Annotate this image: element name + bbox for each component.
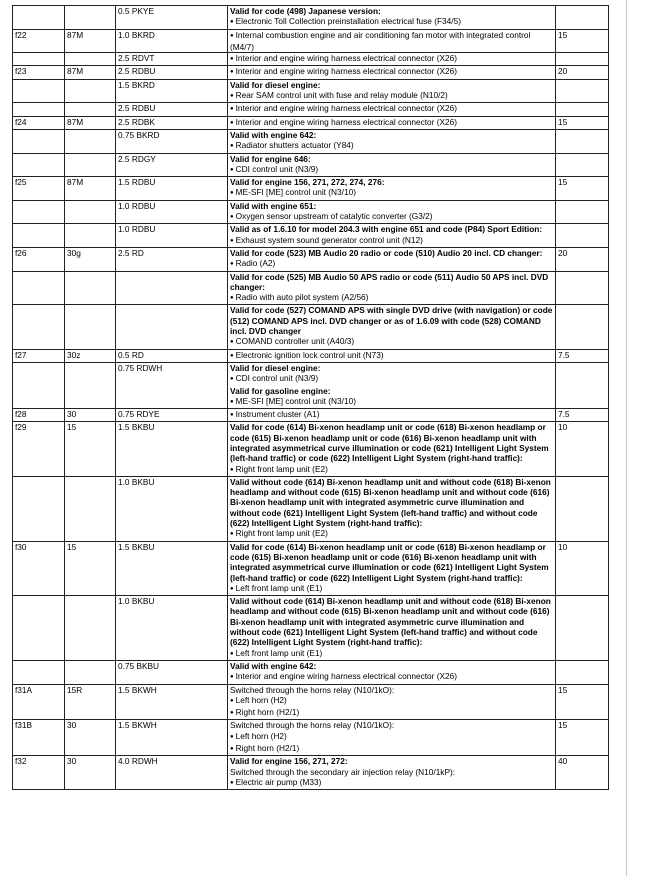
- table-row: [13, 6, 609, 30]
- component-item: ● Right horn (H2/1): [230, 707, 553, 719]
- table-row: [13, 116, 609, 129]
- amperage-cell: [556, 362, 609, 408]
- validity-condition: Valid for gasoline engine:: [230, 385, 331, 396]
- component-item: ● Interior and engine wiring harness electrical connector (X26): [230, 53, 553, 65]
- fuse-number-cell: [13, 476, 65, 541]
- terminal-cell: [65, 53, 116, 66]
- fuse-number-cell: f23: [13, 66, 65, 79]
- page-footer: [12, 866, 608, 876]
- wire-cell: 1.5 BKWH: [116, 684, 228, 720]
- amperage-cell: 15: [556, 177, 609, 201]
- table-row: [13, 596, 609, 661]
- terminal-cell: [65, 476, 116, 541]
- component-item: ● Right front lamp unit (E2): [230, 528, 553, 540]
- amperage-cell: [556, 476, 609, 541]
- description-cell: [228, 271, 556, 305]
- wire-cell: 1.0 BKBU: [116, 476, 228, 541]
- description-cell: [228, 660, 556, 684]
- component-item: ● Oxygen sensor upstream of catalytic converter (G3/2): [230, 211, 553, 223]
- fuse-number-cell: f31A: [13, 684, 65, 720]
- component-item: ● ME-SFI [ME] control unit (N3/10): [230, 396, 553, 408]
- validity-condition: Valid for code (614) Bi-xenon headlamp unit or code (618) Bi-xenon headlamp or code (615) Bi-xenon headlamp unit or code (616) Bi-xenon headlamp unit with integrated asymmetrical curve illumination or code (621) Intelligent Light System (left-hand traffic) or code (622) Intelligent Light System (right-hand traffic):: [230, 422, 549, 464]
- component-item: ● ME-SFI [ME] control unit (N3/10): [230, 187, 553, 199]
- component-item: ● Radio with auto pilot system (A2/56): [230, 292, 553, 304]
- terminal-cell: 15R: [65, 684, 116, 720]
- amperage-cell: 15: [556, 684, 609, 720]
- switched-through-note: Switched through the secondary air injection relay (N10/1kP):: [230, 766, 456, 777]
- wire-cell: 0.5 PKYE: [116, 6, 228, 30]
- fuse-number-cell: [13, 596, 65, 661]
- wire-cell: 1.5 RDBU: [116, 177, 228, 201]
- description-cell: [228, 422, 556, 476]
- fuse-number-cell: f29: [13, 422, 65, 476]
- validity-condition: Valid with engine 642:: [230, 129, 317, 140]
- terminal-cell: [65, 305, 116, 349]
- fuse-number-cell: [13, 200, 65, 224]
- amperage-cell: [556, 79, 609, 103]
- wire-cell: 1.0 RDBU: [116, 200, 228, 224]
- terminal-cell: [65, 79, 116, 103]
- description-cell: [228, 6, 556, 30]
- fuse-number-cell: [13, 6, 65, 30]
- fuse-number-cell: f25: [13, 177, 65, 201]
- terminal-cell: [65, 362, 116, 408]
- amperage-cell: [556, 305, 609, 349]
- table-row: [13, 541, 609, 595]
- component-item: ● Radio (A2): [230, 258, 553, 270]
- table-row: [13, 79, 609, 103]
- table-row: [13, 153, 609, 177]
- wire-cell: 0.75 BKRD: [116, 129, 228, 153]
- table-row: [13, 422, 609, 476]
- description-cell: [228, 53, 556, 66]
- description-cell: [228, 684, 556, 720]
- fuse-number-cell: [13, 53, 65, 66]
- wire-cell: [116, 271, 228, 305]
- wire-cell: 0.75 RDYE: [116, 409, 228, 422]
- wire-cell: 1.5 BKWH: [116, 720, 228, 756]
- component-item: ● Electric air pump (M33): [230, 777, 553, 789]
- table-row: [13, 476, 609, 541]
- description-cell: [228, 116, 556, 129]
- terminal-cell: [65, 271, 116, 305]
- amperage-cell: 20: [556, 66, 609, 79]
- description-cell: [228, 541, 556, 595]
- terminal-cell: 87M: [65, 177, 116, 201]
- validity-condition: Valid with engine 642:: [230, 660, 317, 671]
- wire-cell: 1.5 BKBU: [116, 541, 228, 595]
- fuse-table-body: [13, 6, 609, 790]
- amperage-cell: [556, 103, 609, 116]
- table-row: [13, 53, 609, 66]
- terminal-cell: 87M: [65, 116, 116, 129]
- description-cell: [228, 29, 556, 53]
- validity-condition: Valid with engine 651:: [230, 200, 317, 211]
- table-row: [13, 247, 609, 271]
- wire-cell: 0.5 RD: [116, 349, 228, 362]
- amperage-cell: [556, 129, 609, 153]
- component-item: ● Electronic Toll Collection preinstallation electrical fuse (F34/5): [230, 16, 553, 28]
- amperage-cell: 20: [556, 247, 609, 271]
- terminal-cell: 87M: [65, 29, 116, 53]
- fuse-number-cell: f32: [13, 756, 65, 790]
- table-row: [13, 756, 609, 790]
- table-row: [13, 29, 609, 53]
- table-row: [13, 409, 609, 422]
- description-cell: [228, 103, 556, 116]
- wire-cell: 0.75 RDWH: [116, 362, 228, 408]
- component-item: ● Interior and engine wiring harness electrical connector (X26): [230, 103, 553, 115]
- component-item: ● Right horn (H2/1): [230, 743, 553, 755]
- fuse-number-cell: [13, 103, 65, 116]
- fuse-number-cell: [13, 224, 65, 248]
- component-item: ● Left front lamp unit (E1): [230, 583, 553, 595]
- wire-cell: 0.75 BKBU: [116, 660, 228, 684]
- switched-through-note: Switched through the horns relay (N10/1kO):: [230, 720, 395, 731]
- table-row: [13, 177, 609, 201]
- terminal-cell: 15: [65, 541, 116, 595]
- wire-cell: 2.5 RDGY: [116, 153, 228, 177]
- description-cell: [228, 756, 556, 790]
- validity-condition: Valid for code (525) MB Audio 50 APS radio or code (511) Audio 50 APS incl. DVD changer:: [230, 271, 549, 292]
- terminal-cell: [65, 200, 116, 224]
- wire-cell: [116, 305, 228, 349]
- table-row: [13, 103, 609, 116]
- wire-cell: 4.0 RDWH: [116, 756, 228, 790]
- description-cell: [228, 66, 556, 79]
- component-item: ● Electronic ignition lock control unit (N73): [230, 350, 553, 362]
- description-cell: [228, 200, 556, 224]
- wire-cell: 2.5 RD: [116, 247, 228, 271]
- table-row: [13, 349, 609, 362]
- fuse-number-cell: f27: [13, 349, 65, 362]
- description-cell: [228, 79, 556, 103]
- terminal-cell: [65, 224, 116, 248]
- wire-cell: 1.5 BKRD: [116, 79, 228, 103]
- terminal-cell: 15: [65, 422, 116, 476]
- terminal-cell: [65, 660, 116, 684]
- validity-condition: Valid for engine 646:: [230, 153, 311, 164]
- wire-cell: 2.5 RDBK: [116, 116, 228, 129]
- validity-condition: Valid as of 1.6.10 for model 204.3 with engine 651 and code (P84) Sport Edition:: [230, 224, 543, 235]
- description-cell: [228, 247, 556, 271]
- fuse-number-cell: [13, 305, 65, 349]
- component-item: ● Rear SAM control unit with fuse and relay module (N10/2): [230, 90, 553, 102]
- description-cell: [228, 720, 556, 756]
- amperage-cell: 15: [556, 29, 609, 53]
- amperage-cell: [556, 6, 609, 30]
- component-item: ● Radiator shutters actuator (Y84): [230, 140, 553, 152]
- component-item: ● COMAND controller unit (A40/3): [230, 336, 553, 348]
- terminal-cell: 30: [65, 409, 116, 422]
- amperage-cell: [556, 153, 609, 177]
- description-cell: [228, 362, 556, 408]
- component-item: ● Instrument cluster (A1): [230, 409, 553, 421]
- wire-cell: 2.5 RDBU: [116, 66, 228, 79]
- fuse-number-cell: f31B: [13, 720, 65, 756]
- switched-through-note: Switched through the horns relay (N10/1kO):: [230, 684, 395, 695]
- wire-cell: 1.5 BKBU: [116, 422, 228, 476]
- component-item: ● Exhaust system sound generator control unit (N12): [230, 235, 553, 247]
- fuse-number-cell: f24: [13, 116, 65, 129]
- validity-condition: Valid for diesel engine:: [230, 79, 321, 90]
- fuse-number-cell: [13, 362, 65, 408]
- table-row: [13, 720, 609, 756]
- table-row: [13, 224, 609, 248]
- amperage-cell: 15: [556, 116, 609, 129]
- table-row: [13, 305, 609, 349]
- amperage-cell: [556, 53, 609, 66]
- amperage-cell: 10: [556, 541, 609, 595]
- description-cell: [228, 409, 556, 422]
- amperage-cell: [556, 200, 609, 224]
- fuse-number-cell: [13, 271, 65, 305]
- validity-condition: Valid for code (523) MB Audio 20 radio or code (510) Audio 20 incl. CD changer:: [230, 247, 543, 258]
- validity-condition: Valid for code (498) Japanese version:: [230, 6, 381, 16]
- fuse-number-cell: [13, 79, 65, 103]
- wire-cell: 2.5 RDBU: [116, 103, 228, 116]
- terminal-cell: [65, 103, 116, 116]
- component-item: ● Interior and engine wiring harness electrical connector (X26): [230, 66, 553, 78]
- fuse-number-cell: f28: [13, 409, 65, 422]
- terminal-cell: 87M: [65, 66, 116, 79]
- description-cell: [228, 177, 556, 201]
- validity-condition: Valid for engine 156, 271, 272:: [230, 756, 348, 767]
- table-row: [13, 684, 609, 720]
- validity-condition: Valid without code (614) Bi-xenon headlamp unit and without code (618) Bi-xenon headlamp and without code (615) Bi-xenon headlamp unit and without code (616) Bi-xenon headlamp unit with integrated asymmetric curve illumination and without code (621) Intelligent Light System (left-hand traffic) and without code (622) Intelligent Light System (right-hand traffic):: [230, 596, 551, 648]
- terminal-cell: [65, 6, 116, 30]
- component-item: ● Internal combustion engine and air conditioning fan motor with integrated control (M4/7): [230, 30, 553, 53]
- amperage-cell: [556, 660, 609, 684]
- terminal-cell: 30: [65, 756, 116, 790]
- terminal-cell: [65, 596, 116, 661]
- fuse-number-cell: f30: [13, 541, 65, 595]
- component-item: ● Right front lamp unit (E2): [230, 464, 553, 476]
- wire-cell: 1.0 BKBU: [116, 596, 228, 661]
- table-row: [13, 362, 609, 408]
- wire-cell: 1.0 BKRD: [116, 29, 228, 53]
- terminal-cell: 30z: [65, 349, 116, 362]
- component-item: ● Left front lamp unit (E1): [230, 648, 553, 660]
- table-row: [13, 129, 609, 153]
- amperage-cell: [556, 596, 609, 661]
- fuse-number-cell: [13, 129, 65, 153]
- validity-condition: Valid without code (614) Bi-xenon headlamp unit and without code (618) Bi-xenon headlamp and without code (615) Bi-xenon headlamp unit and without code (616) Bi-xenon headlamp unit with integrated asymmetric curve illumination and without code (621) Intelligent Light System (left-hand traffic) and without code (622) Intelligent Light System (right-hand traffic):: [230, 476, 551, 529]
- amperage-cell: 40: [556, 756, 609, 790]
- terminal-cell: 30g: [65, 247, 116, 271]
- component-item: ● Interior and engine wiring harness electrical connector (X26): [230, 117, 553, 129]
- description-cell: [228, 129, 556, 153]
- table-row: [13, 200, 609, 224]
- fuse-number-cell: [13, 660, 65, 684]
- amperage-cell: 7.5: [556, 349, 609, 362]
- fuse-allocation-table: [12, 5, 609, 790]
- component-item: ● CDI control unit (N3/9): [230, 373, 553, 385]
- table-row: [13, 660, 609, 684]
- table-row: [13, 66, 609, 79]
- component-item: ● Left horn (H2): [230, 731, 553, 743]
- amperage-cell: 15: [556, 720, 609, 756]
- fuse-number-cell: f26: [13, 247, 65, 271]
- amperage-cell: 7.5: [556, 409, 609, 422]
- terminal-cell: 30: [65, 720, 116, 756]
- wire-cell: 1.0 RDBU: [116, 224, 228, 248]
- validity-condition: Valid for diesel engine:: [230, 362, 321, 373]
- amperage-cell: [556, 224, 609, 248]
- validity-condition: Valid for code (527) COMAND APS with single DVD drive (with navigation) or code (512) COMAND APS incl. DVD changer or as of 1.6.09 with code (528) COMAND incl. DVD changer: [230, 305, 553, 337]
- description-cell: [228, 153, 556, 177]
- fuse-number-cell: [13, 153, 65, 177]
- wire-cell: 2.5 RDVT: [116, 53, 228, 66]
- amperage-cell: 10: [556, 422, 609, 476]
- description-cell: [228, 305, 556, 349]
- table-row: [13, 271, 609, 305]
- validity-condition: Valid for code (614) Bi-xenon headlamp unit or code (618) Bi-xenon headlamp or code (615) Bi-xenon headlamp unit or code (616) Bi-xenon headlamp unit with integrated asymmetrical curve illumination or code (621) Intelligent Light System (left-hand traffic) or code (622) Intelligent Light System (right-hand traffic):: [230, 541, 549, 583]
- component-item: ● Left horn (H2): [230, 695, 553, 707]
- terminal-cell: [65, 129, 116, 153]
- description-cell: [228, 224, 556, 248]
- amperage-cell: [556, 271, 609, 305]
- description-cell: [228, 476, 556, 541]
- component-item: ● CDI control unit (N3/9): [230, 164, 553, 176]
- fuse-number-cell: f22: [13, 29, 65, 53]
- description-cell: [228, 596, 556, 661]
- terminal-cell: [65, 153, 116, 177]
- validity-condition: Valid for engine 156, 271, 272, 274, 276:: [230, 177, 385, 188]
- description-cell: [228, 349, 556, 362]
- component-item: ● Interior and engine wiring harness electrical connector (X26): [230, 671, 553, 683]
